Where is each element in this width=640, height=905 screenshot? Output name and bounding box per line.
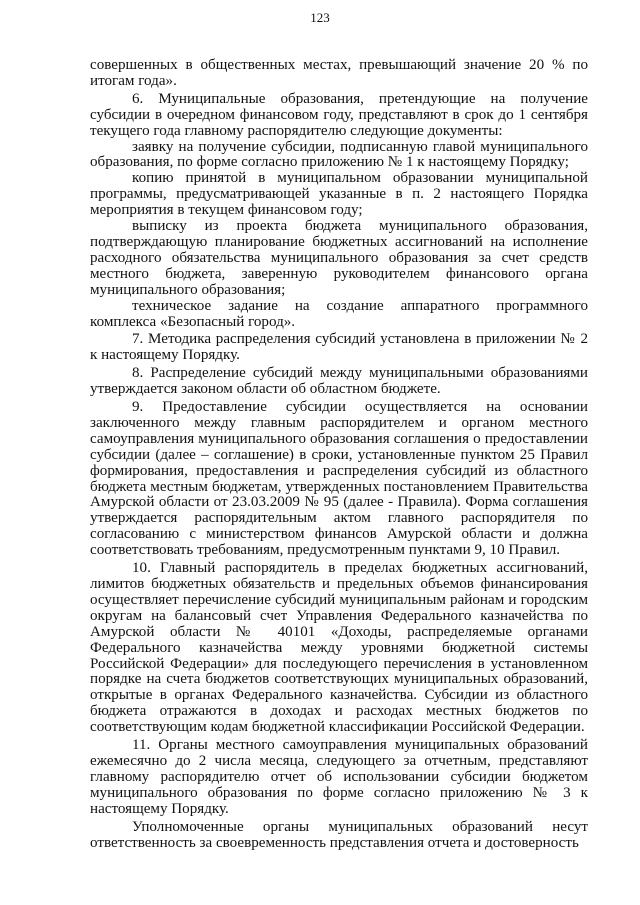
- paragraph-technical-task: техническое задание на создание аппаратного программного комплекса «Безопасный город».: [90, 297, 588, 330]
- paragraph-item-9: 9. Предоставление субсидии осуществляется на основании заключенного между главным распорядителем и органом местного самоуправления муниципального образования соглашения о предоставлении субсидии (далее – соглашение) в сроки, установленные пунктом 25 Правил формирования, предоставления и распределения субсидий из областного бюджета местным бюджетам, утвержденных постановлением Правительства Амурской области от 23.03.2009 № 95 (далее - Правила). Форма соглашения утверждается распорядительным актом главного распорядителя по согласованию с министерством финансов Амурской области и должна соответствовать требованиям, предусмотренным пунктами 9, 10 Правил.: [90, 399, 588, 559]
- document-body: [90, 58, 588, 851]
- paragraph-application: заявку на получение субсидии, подписанную главой муниципального образования, по форме согласно приложению № 1 к настоящему Порядку;: [90, 138, 588, 171]
- paragraph-item-8: 8. Распределение субсидий между муниципальными образованиями утверждается законом области об областном бюджете.: [90, 365, 588, 398]
- page-number: 123: [310, 10, 330, 25]
- paragraph-program-copy: копию принятой в муниципальном образовании муниципальной программы, предусматривающей указанные в п. 2 настоящего Порядка мероприятия в текущем финансовом году;: [90, 170, 588, 219]
- paragraph-responsibility: Уполномоченные органы муниципальных образований несут ответственность за своевременность представления отчета и достоверность: [90, 818, 588, 851]
- paragraph-item-10: 10. Главный распорядитель в пределах бюджетных ассигнований, лимитов бюджетных обязательств и предельных объемов финансирования осуществляет перечисление субсидий муниципальным районам и городским округам на балансовый счет Управления Федерального казначейства по Амурской области № 40101 «Доходы, распределяемые органами Федерального казначейства между уровнями бюджетной системы Российской Федерации» для последующего перечисления в установленном порядке на счета бюджетов соответствующих муниципальных образований, открытые в органах Федерального казначейства. Субсидии из областного бюджета отражаются в доходах и расходах местных бюджетов по соответствующим кодам бюджетной классификации Российской Федерации.: [90, 560, 588, 736]
- paragraph-item-11: 11. Органы местного самоуправления муниципальных образований ежемесячно до 2 числа месяца, следующего за отчетным, представляют главному распорядителю отчет об использовании субсидии бюджетом муниципального образования по форме согласно приложению № 3 к настоящему Порядку.: [90, 737, 588, 817]
- paragraph-budget-extract: выписку из проекта бюджета муниципального образования, подтверждающую планирование бюджетных ассигнований на исполнение расходного обязательства муниципального образования за счет средств местного бюджета, заверенную руководителем финансового органа муниципального образования;: [90, 218, 588, 298]
- paragraph-continuation: совершенных в общественных местах, превышающий значение 20 % по итогам года».: [90, 57, 588, 89]
- paragraph-item-6: 6. Муниципальные образования, претендующие на получение субсидии в очередном финансовом году, представляют в срок до 1 сентября текущего года главному распорядителю следующие документы:: [90, 90, 588, 139]
- paragraph-item-7: 7. Методика распределения субсидий установлена в приложении № 2 к настоящему Порядку.: [90, 331, 588, 364]
